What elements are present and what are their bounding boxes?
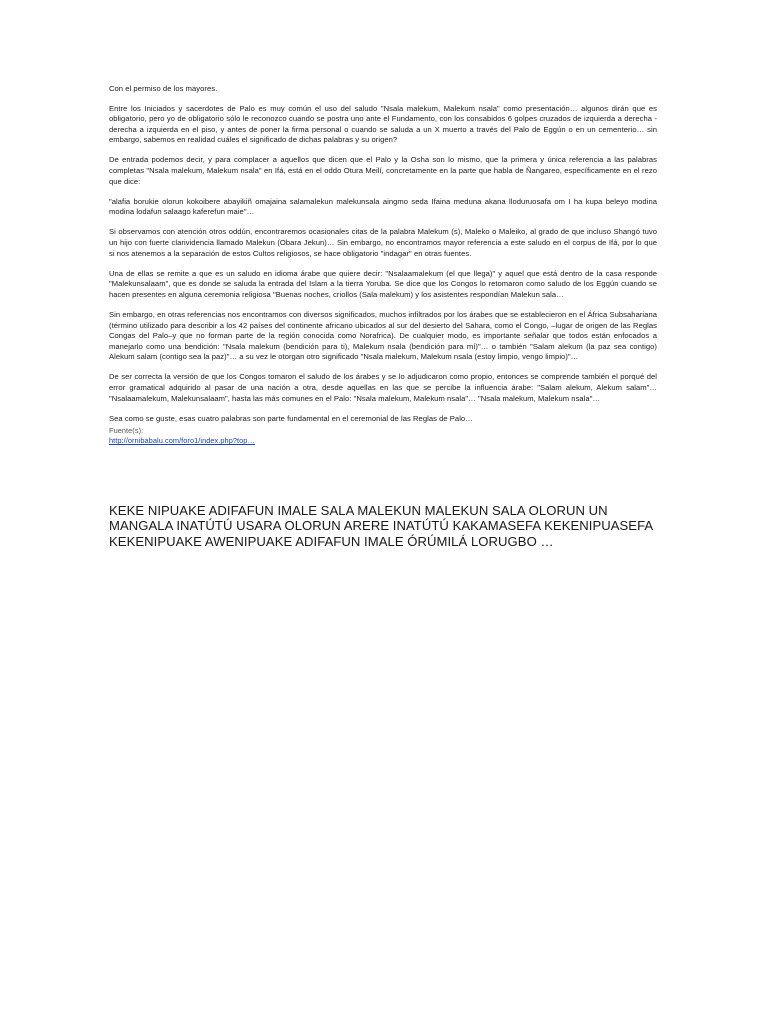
- paragraph-closing: Sea como se guste, esas cuatro palabras son parte fundamental en el ceremonial de las Reglas de Palo…: [109, 413, 473, 423]
- source-link[interactable]: http://ornibabalu.com/foro1/index.php?top…: [109, 436, 255, 446]
- paragraph-other-meanings: Sin embargo, en otras referencias nos encontramos con diversos significados, muchos infiltrados por los árabes que se establecieron en el África Subsahariana (término utilizado para describir a los 42 países del continente africano ubicados al sur del desierto del Sahara, como el Congo, –lugar de origen de las Reglas Congas del Palo–y que no forman parte de la región conocida como Norafrica). De cualquier modo, es importante señalar que todos están enfocados a manejarlo como una bendición: "Nsala malekum (bendición para ti), Malekum nsala (bendición para mí)"… o también "Salam alekum (la paz sea contigo) Alekum salam (contigo sea la paz)"… a su vez le otorgan otro significado "Nsala malekum, Malekum nsala (estoy limpio, vengo limpio)"…: [109, 310, 657, 362]
- document-body: [109, 84, 657, 447]
- paragraph-rezo-quote: "alafia borukie olorun kokoibere abayikiñ omajaina salamalekun malekunsala aingmo seda Ifaina meduna akana lloduruosafa om I ha kupa beleyo modina modina lodafun salaago kaferefun maie"…: [109, 196, 657, 217]
- intro-line: Con el permiso de los mayores.: [109, 84, 218, 93]
- paragraph-grammatical-error: De ser correcta la versión de que los Congos tomaron el saludo de los árabes y se lo adjudicaron como propio, entonces se comprende también el porqué del error gramatical adquirido al pasar de una nación a otra, desde aquellas en las que se percibe la influencia árabe: "Salam alekum, Alekum salam"… "Nsalaamalekum, Malekunsalaam", hasta las más comunes en el Palo: "Nsala malekum, Malekum nsala"… "Nsala malekum, Malekum nsala"…: [109, 372, 657, 403]
- paragraph-oddun-citations: Si observamos con atención otros oddún, encontraremos ocasionales citas de la palabra Malekum (s), Maleko o Maleiko, al grado de que incluso Shangó tuvo un hijo con fuerte clarividencia llamado Malekun (Obara Jekun)… Sin embargo, no encontramos mayor referencia a este saludo en el corpus de Ifá, por lo que si nos atenemos a la separación de estos Cultos religiosos, se hace obligatorio "indagar" en otras fuentes.: [109, 227, 657, 258]
- paragraph-greeting-usage: Entre los Iniciados y sacerdotes de Palo es muy común el uso del saludo "Nsala malekum, Malekum nsala" como presentación… algunos dirán que es obligatorio, pero yo de obligatorio sólo le reconozco cuando se postra uno ante el Fundamento, con los consabidos 6 golpes cruzados de izquierda a derecha - derecha a izquierda en el piso, y antes de poner la firma personal o cuando se saluda a un X muerto a través del Palo de Eggún o en un cementerio… sin embargo, sabemos en realidad cuáles el significado de dichas palabras y su origen?: [109, 103, 657, 145]
- paragraph-ifa-reference: De entrada podemos decir, y para complacer a aquellos que dicen que el Palo y la Osha son lo mismo, que la primera y única referencia a las palabras completas "Nsala malekum, Malekum nsala" en Ifá, está en el oddo Otura Meilí, concretamente en la parte que habla de Ñangareo, específicamente en el rezo que dice:: [109, 155, 657, 186]
- chant-heading: KEKE NIPUAKE ADIFAFUN IMALE SALA MALEKUN MALEKUN SALA OLORUN UN MANGALA INATÚTÚ USARA OLORUN ARERE INATÚTÚ KAKAMASEFA KEKENIPUASEFA KEKENIPUAKE AWENIPUAKE ADIFAFUN IMALE ÓRÚMILÁ LORUGBO …: [109, 503, 653, 549]
- source-label: Fuente(s):: [109, 425, 144, 435]
- paragraph-arabic-origin: Una de ellas se remite a que es un saludo en idioma árabe que quiere decir: "Nsalaamalekum (el que llega)" y aquel que está dentro de la casa responde "Malekunsalaam", que es donde se saluda la entrada del Islam a la tierra Yoruba. Se dice que los Congos lo retomaron como saludo de los Eggún cuando se hacen presentes en alguna ceremonia religiosa "Buenas noches, criollos (Sala malekum) y los asistentes respondían Malekun sala…: [109, 268, 657, 299]
